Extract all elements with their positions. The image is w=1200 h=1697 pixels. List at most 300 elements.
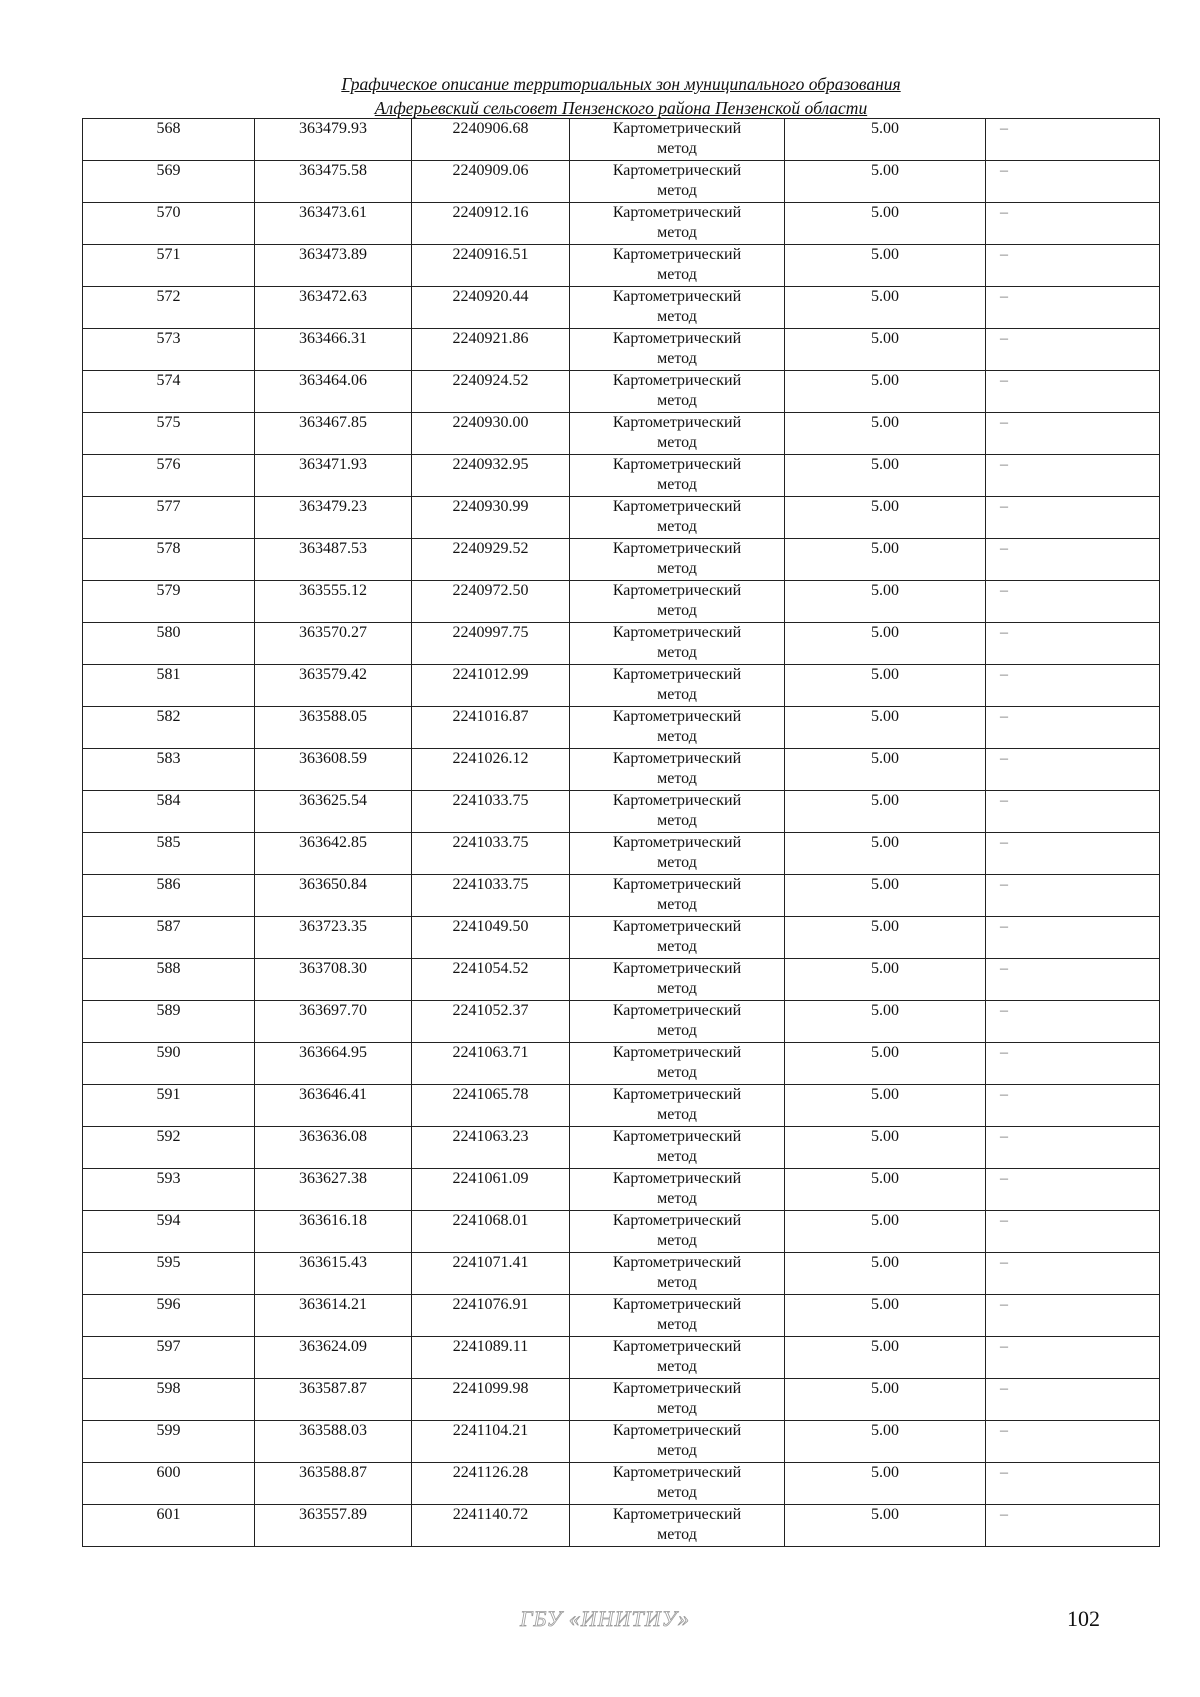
y-coordinate-cell: 2240932.95 [412, 455, 570, 497]
accuracy-cell: 5.00 [785, 707, 986, 749]
x-coordinate-cell: 363588.87 [255, 1463, 412, 1505]
y-coordinate-cell: 2241052.37 [412, 1001, 570, 1043]
method-cell [570, 1043, 785, 1085]
method-line2: метод [657, 266, 697, 283]
point-number-cell: 588 [83, 959, 255, 1001]
table-row [83, 749, 1160, 791]
x-coordinate-cell: 363697.70 [255, 1001, 412, 1043]
method-line1: Картометрический [612, 120, 742, 137]
x-coordinate-cell: 363646.41 [255, 1085, 412, 1127]
description-cell: – [986, 791, 1160, 833]
y-coordinate-cell: 2240909.06 [412, 161, 570, 203]
method-cell [570, 623, 785, 665]
point-number-cell: 581 [83, 665, 255, 707]
method-line2: метод [657, 854, 697, 871]
method-line1: Картометрический [612, 666, 742, 683]
method-cell [570, 455, 785, 497]
y-coordinate-cell: 2240906.68 [412, 119, 570, 161]
method-line2: метод [657, 1358, 697, 1375]
y-coordinate-cell: 2241054.52 [412, 959, 570, 1001]
method-line2: метод [657, 1526, 697, 1543]
point-number-cell: 577 [83, 497, 255, 539]
y-coordinate-cell: 2241063.23 [412, 1127, 570, 1169]
method-line1: Картометрический [612, 834, 742, 851]
method-cell [570, 875, 785, 917]
description-cell: – [986, 1337, 1160, 1379]
method-line1: Картометрический [612, 204, 742, 221]
accuracy-cell: 5.00 [785, 329, 986, 371]
y-coordinate-cell: 2241140.72 [412, 1505, 570, 1547]
description-cell: – [986, 1463, 1160, 1505]
method-cell [570, 707, 785, 749]
x-coordinate-cell: 363624.09 [255, 1337, 412, 1379]
table-row [83, 1085, 1160, 1127]
method-line1: Картометрический [612, 372, 742, 389]
method-line2: метод [657, 1484, 697, 1501]
x-coordinate-cell: 363475.58 [255, 161, 412, 203]
method-line2: метод [657, 1442, 697, 1459]
point-number-cell: 585 [83, 833, 255, 875]
accuracy-cell: 5.00 [785, 1211, 986, 1253]
point-number-cell: 571 [83, 245, 255, 287]
description-cell: – [986, 1085, 1160, 1127]
x-coordinate-cell: 363471.93 [255, 455, 412, 497]
method-cell [570, 1295, 785, 1337]
method-cell [570, 581, 785, 623]
method-line2: метод [657, 938, 697, 955]
x-coordinate-cell: 363467.85 [255, 413, 412, 455]
accuracy-cell: 5.00 [785, 455, 986, 497]
table-row [83, 707, 1160, 749]
table-row [83, 245, 1160, 287]
x-coordinate-cell: 363464.06 [255, 371, 412, 413]
accuracy-cell: 5.00 [785, 1253, 986, 1295]
method-line2: метод [657, 518, 697, 535]
method-line1: Картометрический [612, 960, 742, 977]
method-line2: метод [657, 980, 697, 997]
y-coordinate-cell: 2241061.09 [412, 1169, 570, 1211]
point-number-cell: 569 [83, 161, 255, 203]
x-coordinate-cell: 363625.54 [255, 791, 412, 833]
method-line1: Картометрический [612, 1002, 742, 1019]
method-cell [570, 833, 785, 875]
accuracy-cell: 5.00 [785, 497, 986, 539]
method-line1: Картометрический [612, 288, 742, 305]
method-line1: Картометрический [612, 918, 742, 935]
description-cell: – [986, 1505, 1160, 1547]
point-number-cell: 600 [83, 1463, 255, 1505]
description-cell: – [986, 329, 1160, 371]
method-line1: Картометрический [612, 1422, 742, 1439]
x-coordinate-cell: 363627.38 [255, 1169, 412, 1211]
table-row [83, 1463, 1160, 1505]
y-coordinate-cell: 2240997.75 [412, 623, 570, 665]
table-row [83, 875, 1160, 917]
x-coordinate-cell: 363479.23 [255, 497, 412, 539]
y-coordinate-cell: 2240920.44 [412, 287, 570, 329]
point-number-cell: 587 [83, 917, 255, 959]
method-cell [570, 917, 785, 959]
point-number-cell: 584 [83, 791, 255, 833]
description-cell: – [986, 287, 1160, 329]
accuracy-cell: 5.00 [785, 1169, 986, 1211]
point-number-cell: 574 [83, 371, 255, 413]
method-line2: метод [657, 1148, 697, 1165]
method-line2: метод [657, 770, 697, 787]
table-row [83, 791, 1160, 833]
y-coordinate-cell: 2240912.16 [412, 203, 570, 245]
method-line2: метод [657, 896, 697, 913]
page-number: 102 [1067, 1606, 1100, 1631]
x-coordinate-cell: 363615.43 [255, 1253, 412, 1295]
table-row [83, 917, 1160, 959]
table-row [83, 1505, 1160, 1547]
table-row [83, 623, 1160, 665]
accuracy-cell: 5.00 [785, 959, 986, 1001]
y-coordinate-cell: 2241033.75 [412, 833, 570, 875]
method-cell [570, 1169, 785, 1211]
accuracy-cell: 5.00 [785, 665, 986, 707]
method-cell [570, 539, 785, 581]
method-line1: Картометрический [612, 330, 742, 347]
x-coordinate-cell: 363557.89 [255, 1505, 412, 1547]
description-cell: – [986, 1295, 1160, 1337]
accuracy-cell: 5.00 [785, 1001, 986, 1043]
description-cell: – [986, 203, 1160, 245]
y-coordinate-cell: 2240930.99 [412, 497, 570, 539]
description-cell: – [986, 1421, 1160, 1463]
method-line2: метод [657, 1022, 697, 1039]
method-line2: метод [657, 560, 697, 577]
accuracy-cell: 5.00 [785, 203, 986, 245]
method-line2: метод [657, 476, 697, 493]
description-cell: – [986, 497, 1160, 539]
table-row [83, 539, 1160, 581]
method-line2: метод [657, 1106, 697, 1123]
table-row [83, 1337, 1160, 1379]
y-coordinate-cell: 2241012.99 [412, 665, 570, 707]
table-row [83, 959, 1160, 1001]
x-coordinate-cell: 363472.63 [255, 287, 412, 329]
description-cell: – [986, 539, 1160, 581]
description-cell: – [986, 665, 1160, 707]
method-line1: Картометрический [612, 1086, 742, 1103]
method-line1: Картометрический [612, 414, 742, 431]
x-coordinate-cell: 363614.21 [255, 1295, 412, 1337]
point-number-cell: 568 [83, 119, 255, 161]
point-number-cell: 573 [83, 329, 255, 371]
accuracy-cell: 5.00 [785, 1085, 986, 1127]
x-coordinate-cell: 363708.30 [255, 959, 412, 1001]
method-line2: метод [657, 728, 697, 745]
description-cell: – [986, 455, 1160, 497]
method-line2: метод [657, 686, 697, 703]
y-coordinate-cell: 2240921.86 [412, 329, 570, 371]
description-cell: – [986, 749, 1160, 791]
table-row [83, 1001, 1160, 1043]
x-coordinate-cell: 363588.03 [255, 1421, 412, 1463]
y-coordinate-cell: 2241071.41 [412, 1253, 570, 1295]
point-number-cell: 590 [83, 1043, 255, 1085]
x-coordinate-cell: 363664.95 [255, 1043, 412, 1085]
method-cell [570, 161, 785, 203]
method-cell [570, 245, 785, 287]
y-coordinate-cell: 2240930.00 [412, 413, 570, 455]
method-line1: Картометрический [612, 1296, 742, 1313]
y-coordinate-cell: 2241016.87 [412, 707, 570, 749]
method-line1: Картометрический [612, 1044, 742, 1061]
description-cell: – [986, 581, 1160, 623]
point-number-cell: 598 [83, 1379, 255, 1421]
point-number-cell: 572 [83, 287, 255, 329]
method-cell [570, 371, 785, 413]
y-coordinate-cell: 2241126.28 [412, 1463, 570, 1505]
method-cell [570, 1421, 785, 1463]
x-coordinate-cell: 363723.35 [255, 917, 412, 959]
footer-organization: ГБУ «ИНИТИУ» [519, 1606, 691, 1631]
description-cell: – [986, 1379, 1160, 1421]
y-coordinate-cell: 2240972.50 [412, 581, 570, 623]
method-line1: Картометрический [612, 246, 742, 263]
accuracy-cell: 5.00 [785, 1127, 986, 1169]
description-cell: – [986, 1043, 1160, 1085]
method-line1: Картометрический [612, 1380, 742, 1397]
description-cell: – [986, 833, 1160, 875]
header-title-line2: Алферьевский сельсовет Пензенского района Пензенской области [374, 98, 868, 118]
accuracy-cell: 5.00 [785, 1295, 986, 1337]
y-coordinate-cell: 2241033.75 [412, 875, 570, 917]
point-number-cell: 594 [83, 1211, 255, 1253]
point-number-cell: 570 [83, 203, 255, 245]
method-line2: метод [657, 140, 697, 157]
point-number-cell: 599 [83, 1421, 255, 1463]
y-coordinate-cell: 2241099.98 [412, 1379, 570, 1421]
accuracy-cell: 5.00 [785, 1379, 986, 1421]
table-row [83, 1253, 1160, 1295]
table-row [83, 1127, 1160, 1169]
accuracy-cell: 5.00 [785, 413, 986, 455]
accuracy-cell: 5.00 [785, 581, 986, 623]
x-coordinate-cell: 363636.08 [255, 1127, 412, 1169]
description-cell: – [986, 623, 1160, 665]
x-coordinate-cell: 363608.59 [255, 749, 412, 791]
method-cell [570, 413, 785, 455]
point-number-cell: 583 [83, 749, 255, 791]
method-cell [570, 1085, 785, 1127]
description-cell: – [986, 371, 1160, 413]
method-cell [570, 203, 785, 245]
x-coordinate-cell: 363588.05 [255, 707, 412, 749]
table-row [83, 287, 1160, 329]
description-cell: – [986, 1169, 1160, 1211]
accuracy-cell: 5.00 [785, 623, 986, 665]
x-coordinate-cell: 363473.89 [255, 245, 412, 287]
point-number-cell: 586 [83, 875, 255, 917]
method-cell [570, 497, 785, 539]
point-number-cell: 589 [83, 1001, 255, 1043]
method-line1: Картометрический [612, 1464, 742, 1481]
method-line2: метод [657, 1232, 697, 1249]
method-line2: метод [657, 434, 697, 451]
y-coordinate-cell: 2241063.71 [412, 1043, 570, 1085]
table-row [83, 833, 1160, 875]
point-number-cell: 580 [83, 623, 255, 665]
accuracy-cell: 5.00 [785, 245, 986, 287]
table-row [83, 329, 1160, 371]
table-row [83, 455, 1160, 497]
x-coordinate-cell: 363487.53 [255, 539, 412, 581]
method-line2: метод [657, 1190, 697, 1207]
table-row [83, 371, 1160, 413]
method-line1: Картометрический [612, 540, 742, 557]
point-number-cell: 582 [83, 707, 255, 749]
y-coordinate-cell: 2240929.52 [412, 539, 570, 581]
point-number-cell: 593 [83, 1169, 255, 1211]
accuracy-cell: 5.00 [785, 749, 986, 791]
point-number-cell: 576 [83, 455, 255, 497]
method-line1: Картометрический [612, 498, 742, 515]
x-coordinate-cell: 363570.27 [255, 623, 412, 665]
method-cell [570, 119, 785, 161]
accuracy-cell: 5.00 [785, 287, 986, 329]
table-row [83, 1211, 1160, 1253]
table-row [83, 581, 1160, 623]
method-cell [570, 287, 785, 329]
description-cell: – [986, 1127, 1160, 1169]
accuracy-cell: 5.00 [785, 1421, 986, 1463]
y-coordinate-cell: 2241068.01 [412, 1211, 570, 1253]
method-cell [570, 1463, 785, 1505]
description-cell: – [986, 1001, 1160, 1043]
method-cell [570, 1379, 785, 1421]
method-line2: метод [657, 812, 697, 829]
x-coordinate-cell: 363479.93 [255, 119, 412, 161]
method-line1: Картометрический [612, 1254, 742, 1271]
coordinates-table-body [83, 119, 1160, 1547]
x-coordinate-cell: 363650.84 [255, 875, 412, 917]
method-cell [570, 665, 785, 707]
accuracy-cell: 5.00 [785, 119, 986, 161]
coordinates-table [82, 118, 1160, 1547]
point-number-cell: 575 [83, 413, 255, 455]
y-coordinate-cell: 2241033.75 [412, 791, 570, 833]
description-cell: – [986, 161, 1160, 203]
y-coordinate-cell: 2240924.52 [412, 371, 570, 413]
method-cell [570, 749, 785, 791]
table-row [83, 665, 1160, 707]
method-line2: метод [657, 308, 697, 325]
table-row [83, 1295, 1160, 1337]
accuracy-cell: 5.00 [785, 917, 986, 959]
accuracy-cell: 5.00 [785, 875, 986, 917]
method-line1: Картометрический [612, 792, 742, 809]
accuracy-cell: 5.00 [785, 371, 986, 413]
point-number-cell: 595 [83, 1253, 255, 1295]
method-line2: метод [657, 182, 697, 199]
method-line2: метод [657, 1064, 697, 1081]
description-cell: – [986, 413, 1160, 455]
description-cell: – [986, 917, 1160, 959]
accuracy-cell: 5.00 [785, 1463, 986, 1505]
method-line2: метод [657, 1274, 697, 1291]
point-number-cell: 578 [83, 539, 255, 581]
x-coordinate-cell: 363555.12 [255, 581, 412, 623]
method-line1: Картометрический [612, 1338, 742, 1355]
y-coordinate-cell: 2241026.12 [412, 749, 570, 791]
method-line1: Картометрический [612, 624, 742, 641]
method-line2: метод [657, 602, 697, 619]
table-row [83, 497, 1160, 539]
table-row [83, 161, 1160, 203]
method-cell [570, 791, 785, 833]
x-coordinate-cell: 363466.31 [255, 329, 412, 371]
method-line2: метод [657, 224, 697, 241]
method-line2: метод [657, 350, 697, 367]
table-row [83, 413, 1160, 455]
method-cell [570, 1001, 785, 1043]
accuracy-cell: 5.00 [785, 539, 986, 581]
x-coordinate-cell: 363473.61 [255, 203, 412, 245]
accuracy-cell: 5.00 [785, 1337, 986, 1379]
point-number-cell: 601 [83, 1505, 255, 1547]
accuracy-cell: 5.00 [785, 791, 986, 833]
method-line2: метод [657, 1400, 697, 1417]
page-header [82, 72, 1160, 120]
method-line2: метод [657, 1316, 697, 1333]
y-coordinate-cell: 2241104.21 [412, 1421, 570, 1463]
description-cell: – [986, 875, 1160, 917]
method-cell [570, 1337, 785, 1379]
table-row [83, 1421, 1160, 1463]
method-cell [570, 329, 785, 371]
method-line2: метод [657, 392, 697, 409]
y-coordinate-cell: 2241089.11 [412, 1337, 570, 1379]
accuracy-cell: 5.00 [785, 1505, 986, 1547]
point-number-cell: 597 [83, 1337, 255, 1379]
method-line1: Картометрический [612, 582, 742, 599]
method-line1: Картометрический [612, 456, 742, 473]
method-line2: метод [657, 644, 697, 661]
method-line1: Картометрический [612, 1506, 742, 1523]
y-coordinate-cell: 2240916.51 [412, 245, 570, 287]
x-coordinate-cell: 363579.42 [255, 665, 412, 707]
y-coordinate-cell: 2241049.50 [412, 917, 570, 959]
method-cell [570, 959, 785, 1001]
method-line1: Картометрический [612, 1128, 742, 1145]
table-row [83, 1379, 1160, 1421]
method-line1: Картометрический [612, 1212, 742, 1229]
method-line1: Картометрический [612, 708, 742, 725]
method-cell [570, 1505, 785, 1547]
description-cell: – [986, 707, 1160, 749]
table-row [83, 119, 1160, 161]
description-cell: – [986, 1211, 1160, 1253]
x-coordinate-cell: 363616.18 [255, 1211, 412, 1253]
description-cell: – [986, 245, 1160, 287]
table-row [83, 203, 1160, 245]
point-number-cell: 579 [83, 581, 255, 623]
method-line1: Картометрический [612, 162, 742, 179]
method-cell [570, 1253, 785, 1295]
point-number-cell: 591 [83, 1085, 255, 1127]
y-coordinate-cell: 2241065.78 [412, 1085, 570, 1127]
accuracy-cell: 5.00 [785, 1043, 986, 1085]
table-row [83, 1169, 1160, 1211]
description-cell: – [986, 119, 1160, 161]
description-cell: – [986, 1253, 1160, 1295]
accuracy-cell: 5.00 [785, 833, 986, 875]
method-line1: Картометрический [612, 750, 742, 767]
